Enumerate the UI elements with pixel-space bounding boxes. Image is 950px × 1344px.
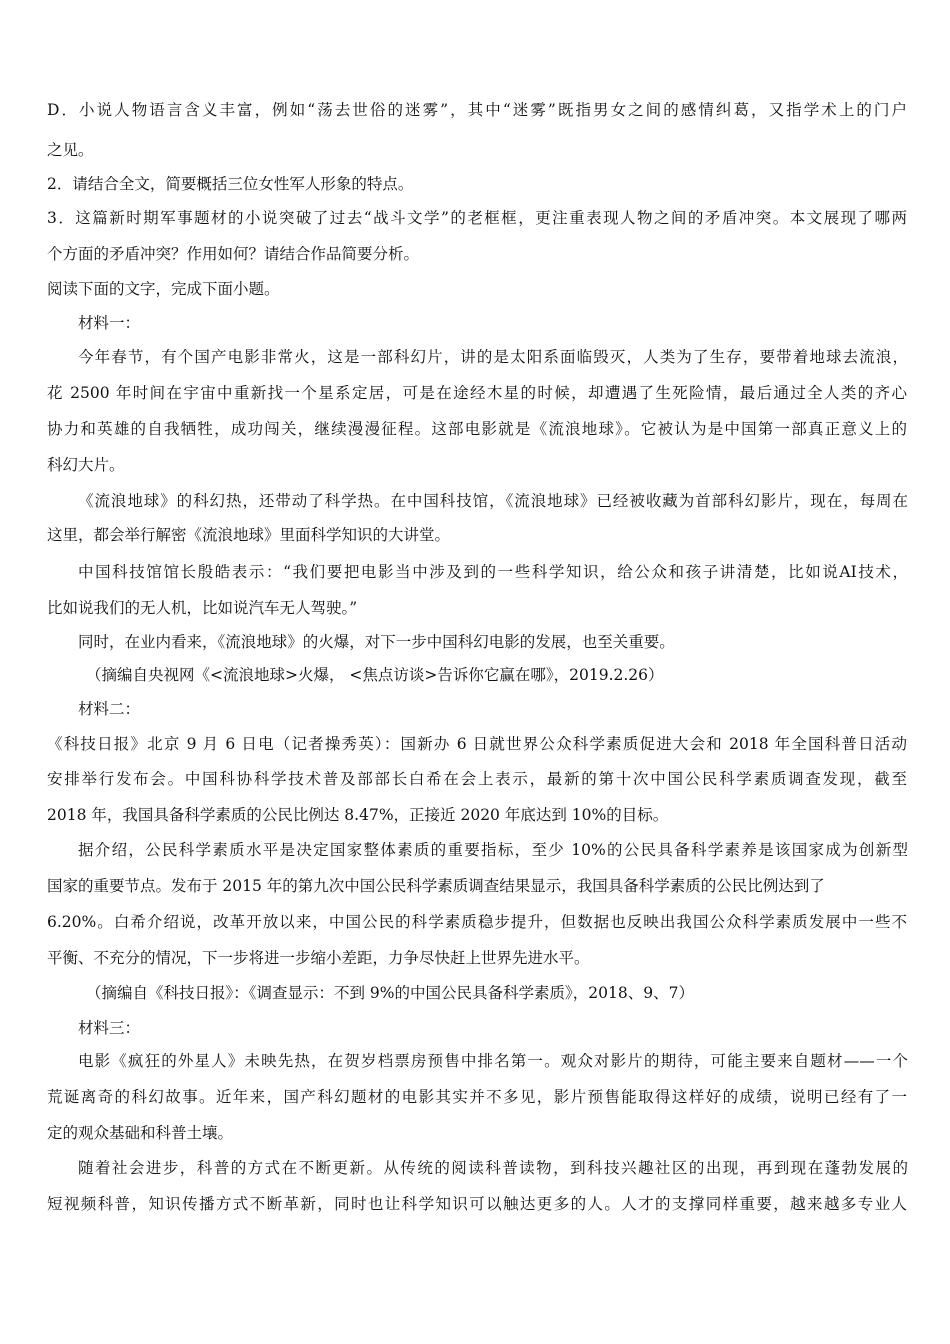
material-2-p2-line: 平衡、不充分的情况，下一步将进一步缩小差距，力争尽快赶上世界先进水平。 — [47, 949, 590, 967]
material-1-p2-line: 《流浪地球》的科幻热，还带动了科学热。在中国科技馆，《流浪地球》已经被收藏为首部科幻影片，现在，每周在 — [78, 492, 908, 510]
material-2-p2-line: 据介绍，公民科学素质水平是决定国家整体素质的重要指标，至少 10%的公民具备科学素养是该国家成为创新型 — [78, 841, 908, 859]
material-1-p1-line: 今年春节，有个国产电影非常火，这是一部科幻片，讲的是太阳系面临毁灭，人类为了生存，要带着地球去流浪， — [78, 348, 908, 366]
material-2-p2-line: 国家的重要节点。发布于 2015 年的第九次中国公民科学素质调查结果显示，我国具备科学素质的公民比例达到了 — [47, 877, 825, 895]
material-2-p1-line: 安排举行发布会。中国科协科学技术普及部部长白希在会上表示，最新的第十次中国公民科学素质调查发现，截至 — [47, 770, 907, 788]
option-d-line-2: 之见。 — [47, 141, 94, 159]
material-3-p1-line: 电影《疯狂的外星人》未映先热，在贺岁档票房预售中排名第一。观众对影片的期待，可能主要来自题材——一个 — [78, 1052, 908, 1070]
material-2-p1-line: 《科技日报》北京 9 月 6 日电（记者操秀英）：国新办 6 日就世界公众科学素质促进大会和 2018 年全国科普日活动 — [47, 735, 907, 753]
material-1-p3-line: 中国科技馆馆长殷皓表示：“我们要把电影当中涉及到的一些科学知识，给公众和孩子讲清楚，比如说AI技术， — [78, 563, 908, 581]
material-1-p1-line: 花 2500 年时间在宇宙中重新找一个星系定居，可是在途经木星的时候，却遭遇了生死险情，最后通过全人类的齐心 — [47, 384, 907, 402]
material-1-p1-line: 协力和英雄的自我牺牲，成功闯关，继续漫漫征程。这部电影就是《流浪地球》。它被认为是中国第一部真正意义上的 — [47, 420, 907, 438]
material-3-heading: 材料三： — [78, 1019, 141, 1037]
material-1-p4: 同时，在业内看来，《流浪地球》的火爆，对下一步中国科幻电影的发展，也至关重要。 — [78, 633, 675, 651]
material-1-source: （摘编自央视网《<流浪地球>火爆， <焦点访谈>告诉你它赢在哪》，2019.2.26） — [86, 666, 664, 684]
material-2-heading: 材料二： — [78, 700, 141, 718]
material-3-p2-line: 短视频科普，知识传播方式不断革新，同时也让科学知识可以触达更多的人。人才的支撑同样重要，越来越多专业人 — [47, 1195, 907, 1213]
reading-instruction: 阅读下面的文字，完成下面小题。 — [47, 280, 280, 298]
option-d-line-1: D．小说人物语言含义丰富，例如“荡去世俗的迷雾”，其中“迷雾”既指男女之间的感情纠葛，又指学术上的门户 — [47, 101, 907, 119]
material-2-p2-line: 6.20%。白希介绍说，改革开放以来，中国公民的科学素质稳步提升，但数据也反映出我国公众科学素质发展中一些不 — [47, 913, 907, 931]
material-1-p2-line: 这里，都会举行解密《流浪地球》里面科学知识的大讲堂。 — [47, 526, 451, 544]
material-3-p2-line: 随着社会进步，科普的方式在不断更新。从传统的阅读科普读物，到科技兴趣社区的出现，再到现在蓬勃发展的 — [78, 1159, 908, 1177]
question-3-line-1: 3．这篇新时期军事题材的小说突破了过去“战斗文学”的老框框，更注重表现人物之间的矛盾冲突。本文展现了哪两 — [47, 209, 907, 227]
question-2: 2．请结合全文，简要概括三位女性军人形象的特点。 — [47, 175, 414, 193]
question-3-line-2: 个方面的矛盾冲突？作用如何？请结合作品简要分析。 — [47, 245, 420, 263]
material-2-p1-line: 2018 年，我国具备科学素质的公民比例达 8.47%，正接近 2020 年底达到 10%的目标。 — [47, 806, 669, 824]
material-1-p3-line: 比如说我们的无人机，比如说汽车无人驾驶。” — [47, 599, 358, 617]
material-3-p1-line: 荒诞离奇的科幻故事。近年来，国产科幻题材的电影其实并不多见，影片预售能取得这样好的成绩，说明已经有了一 — [47, 1088, 907, 1106]
material-3-p1-line: 定的观众基础和科普土壤。 — [47, 1124, 234, 1142]
material-1-heading: 材料一： — [78, 314, 141, 332]
material-1-p1-line: 科幻大片。 — [47, 456, 125, 474]
material-2-source: （摘编自《科技日报》：《调查显示：不到 9%的中国公民具备科学素质》，2018、9、7） — [86, 984, 694, 1002]
